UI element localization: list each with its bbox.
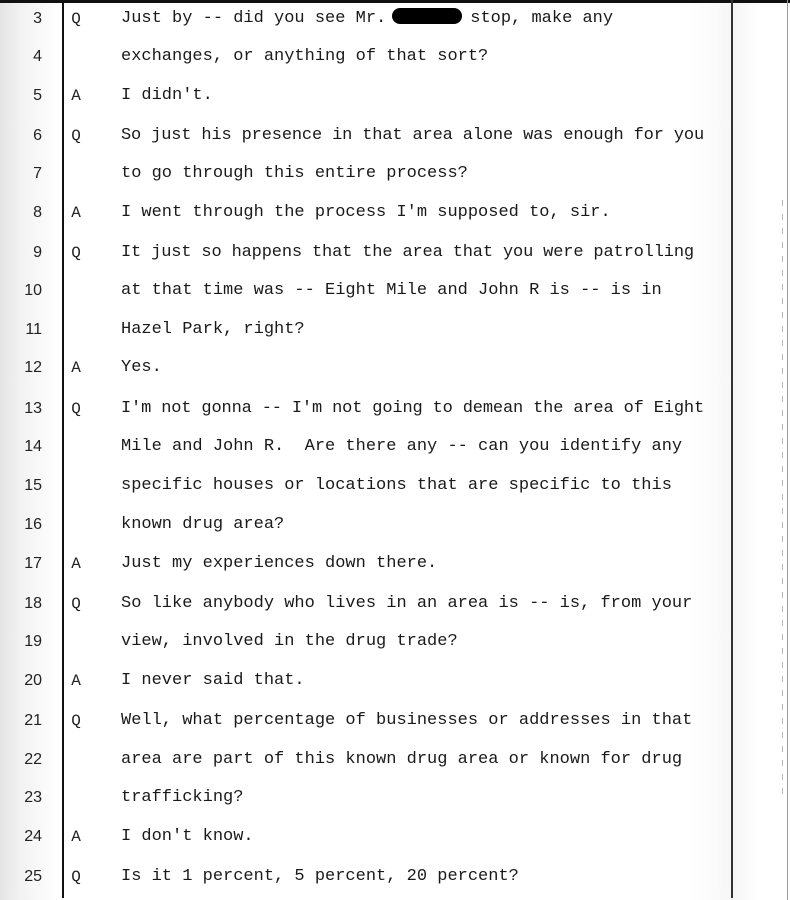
transcript-line <box>0 81 790 111</box>
line-text: known drug area? <box>121 515 285 534</box>
line-number: 13 <box>24 400 42 417</box>
line-number: 8 <box>33 204 42 221</box>
line-text: So just his presence in that area alone was enough for you <box>121 126 704 145</box>
line-text: trafficking? <box>121 788 244 807</box>
transcript-line <box>0 394 790 424</box>
transcript-line <box>0 432 790 462</box>
speaker-label: Q <box>71 127 81 145</box>
transcript-line <box>0 627 790 657</box>
transcript-line <box>0 822 790 852</box>
line-number: 6 <box>33 127 42 144</box>
speaker-label: Q <box>71 10 81 28</box>
redaction-mark <box>392 8 462 24</box>
line-number: 3 <box>33 10 42 27</box>
line-text: Well, what percentage of businesses or addresses in that <box>121 711 693 730</box>
line-number: 9 <box>33 244 42 261</box>
speaker-label: A <box>71 87 81 105</box>
line-number: 21 <box>24 712 42 729</box>
speaker-label: A <box>71 828 81 846</box>
line-text: exchanges, or anything of that sort? <box>121 47 489 66</box>
speaker-label: Q <box>71 595 81 613</box>
transcript-line <box>0 315 790 345</box>
line-number: 17 <box>24 555 42 572</box>
line-text: at that time was -- Eight Mile and John R is -- is in <box>121 281 662 300</box>
line-text: I'm not gonna -- I'm not going to demean the area of Eight <box>121 399 704 418</box>
transcript-line <box>0 706 790 736</box>
line-text: Mile and John R. Are there any -- can you identify any <box>121 437 683 456</box>
line-number: 12 <box>24 359 42 376</box>
line-number: 16 <box>24 516 42 533</box>
line-text: specific houses or locations that are specific to this <box>121 476 672 495</box>
line-text-before: Just by -- did you see Mr. <box>121 9 387 28</box>
line-text: It just so happens that the area that you were patrolling <box>121 243 694 262</box>
line-number: 14 <box>24 438 42 455</box>
transcript-line <box>0 198 790 228</box>
line-text: Just my experiences down there. <box>121 554 438 573</box>
transcript-line <box>0 783 790 813</box>
line-number: 7 <box>33 165 42 182</box>
line-text: Is it 1 percent, 5 percent, 20 percent? <box>121 867 519 886</box>
speaker-label: Q <box>71 868 81 886</box>
transcript-line <box>0 862 790 892</box>
line-text: Yes. <box>121 358 162 377</box>
line-text: So like anybody who lives in an area is -- is, from your <box>121 594 693 613</box>
line-number: 18 <box>24 595 42 612</box>
line-number: 15 <box>24 477 42 494</box>
speaker-label: Q <box>71 400 81 418</box>
line-number: 25 <box>24 868 42 885</box>
line-number: 11 <box>25 321 42 338</box>
transcript-line <box>0 121 790 151</box>
line-number: 20 <box>24 672 42 689</box>
transcript-line <box>0 159 790 189</box>
transcript-line <box>0 42 790 72</box>
line-number: 22 <box>24 751 42 768</box>
line-text: I went through the process I'm supposed to, sir. <box>121 203 611 222</box>
transcript-line <box>0 549 790 579</box>
speaker-label: A <box>71 672 81 690</box>
line-text: I don't know. <box>121 827 254 846</box>
transcript-line <box>0 471 790 501</box>
transcript-line <box>0 4 790 34</box>
transcript-line <box>0 510 790 540</box>
speaker-label: A <box>71 359 81 377</box>
line-text <box>121 4 613 34</box>
line-text: I never said that. <box>121 671 305 690</box>
speaker-label: A <box>71 555 81 573</box>
line-number: 24 <box>24 828 42 845</box>
transcript-line <box>0 745 790 775</box>
line-text: area are part of this known drug area or known for drug <box>121 750 683 769</box>
speaker-label: Q <box>71 712 81 730</box>
line-text-after: stop, make any <box>470 9 614 28</box>
transcript-line <box>0 589 790 619</box>
line-text: Hazel Park, right? <box>121 320 305 339</box>
transcript-line <box>0 238 790 268</box>
line-text: to go through this entire process? <box>121 164 468 183</box>
speaker-label: A <box>71 204 81 222</box>
speaker-label: Q <box>71 244 81 262</box>
line-number: 23 <box>24 789 42 806</box>
line-number: 19 <box>24 633 42 650</box>
line-number: 4 <box>33 48 42 65</box>
transcript-line <box>0 276 790 306</box>
line-text: I didn't. <box>121 86 213 105</box>
transcript-line <box>0 666 790 696</box>
line-number: 5 <box>33 87 42 104</box>
transcript-line <box>0 353 790 383</box>
line-text: view, involved in the drug trade? <box>121 632 458 651</box>
line-number: 10 <box>24 282 42 299</box>
